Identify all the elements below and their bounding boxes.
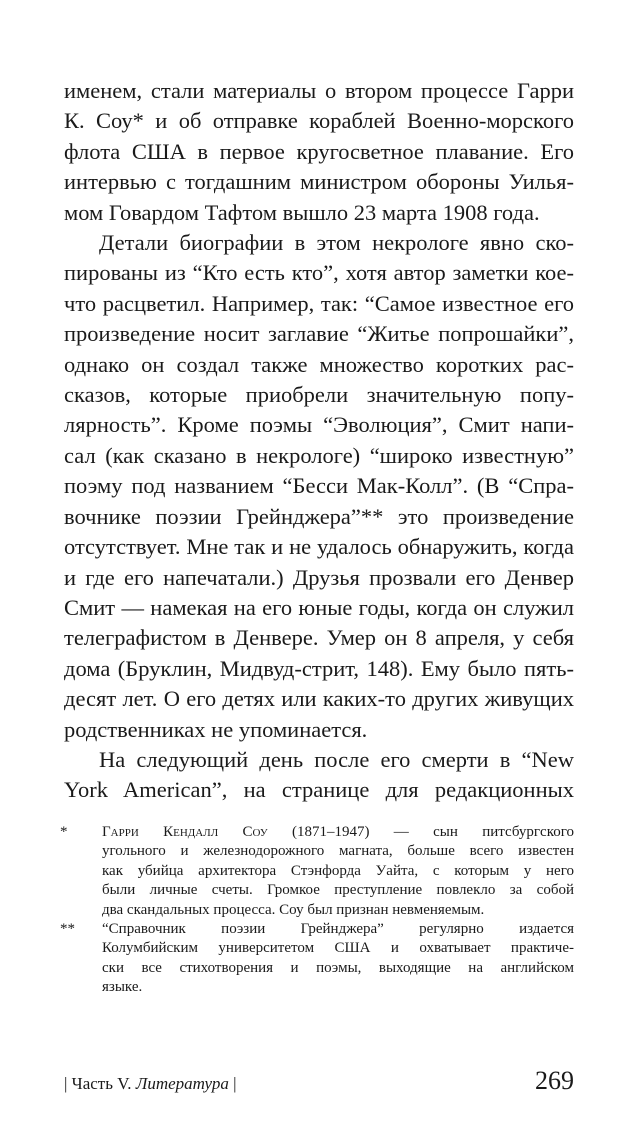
- footnote-mark: **: [60, 921, 75, 938]
- running-head-title: Литература: [135, 1074, 229, 1093]
- text-line: дома (Бруклин, Мидвуд-стрит, 148). Ему было пять-: [64, 655, 574, 681]
- text-line: флота США в первое кругосветное плавание. Его: [64, 138, 574, 164]
- text-line: однако он создал также множество коротких рас-: [64, 351, 574, 377]
- text-line: произведение носит заглавие “Житье попрошайки”,: [64, 321, 574, 347]
- footnote-line: как убийца архитектора Стэнфорда Уайта, с которым у него: [102, 862, 574, 879]
- page-footer: [64, 1065, 574, 1097]
- footnote: [60, 920, 574, 998]
- footnote-line: были личные счеты. Громкое преступление повлекло за собой: [102, 882, 574, 899]
- text-line: телеграфистом в Денвере. Умер он 8 апреля, у себя: [64, 625, 574, 651]
- text-line: К. Соу* и об отправке кораблей Военно-морского: [64, 108, 574, 134]
- text-line: интервью с тогдашним министром обороны Уилья-: [64, 169, 574, 195]
- text-line: лярность”. Кроме поэмы “Эволюция”, Смит напи-: [64, 412, 574, 438]
- footnote-line: “Справочник поэзии Грейнджера” регулярно издается: [102, 921, 574, 938]
- text-line: Детали биографии в этом некрологе явно ско-: [99, 230, 574, 256]
- text-line: родственниках не упоминается.: [64, 716, 368, 742]
- footnote-line: Колумбийским университетом США и охватывает практиче-: [102, 940, 574, 957]
- footnote-text: (1871–1947) — сын питсбургского: [267, 824, 575, 840]
- text-line: пированы из “Кто есть кто”, хотя автор заметки кое-: [64, 260, 574, 286]
- footnote-name: Гарри Кендалл Соу: [102, 824, 268, 840]
- footnote-line: угольного и железнодорожного магната, больше всего известен: [102, 843, 574, 860]
- text-line: сал (как сказано в некрологе) “широко известную”: [64, 442, 574, 468]
- text-line: вочнике поэзии Грейнджера”** это произведение: [64, 503, 574, 529]
- footnote-mark: *: [60, 824, 68, 840]
- text-line: что расцветил. Например, так: “Самое известное его: [64, 290, 574, 316]
- page-number: 269: [535, 1066, 574, 1095]
- footnote-line: языке.: [102, 979, 143, 996]
- running-head-suffix: |: [228, 1074, 237, 1093]
- footnote-line: два скандальных процесса. Соу был признан невменяемым.: [102, 901, 485, 918]
- footnotes: [60, 823, 575, 998]
- text-line: York American”, на странице для редакционных: [64, 777, 574, 803]
- text-line: Смит — намекая на его юные годы, когда он служил: [64, 594, 574, 620]
- running-head: [64, 1074, 236, 1094]
- main-text: [64, 76, 574, 806]
- text-line: мом Говардом Тафтом вышло 23 марта 1908 года.: [64, 199, 540, 225]
- footnote-line: [102, 823, 574, 842]
- text-line: поэму под названием “Бесси Мак-Колл”. (В “Спра-: [64, 473, 574, 499]
- text-line: десят лет. О его детях или каких-то других живущих: [64, 686, 574, 712]
- text-line: и где его напечатали.) Друзья прозвали его Денвер: [64, 564, 574, 590]
- footnote: [60, 823, 575, 920]
- text-line: На следующий день после его смерти в “New: [99, 746, 574, 772]
- text-line: отсутствует. Мне так и не удалось обнаружить, когда: [64, 534, 574, 560]
- footnote-line: ски все стихотворения и поэмы, выходящие на английском: [102, 959, 574, 976]
- text-line: именем, стали материалы о втором процессе Гарри: [64, 78, 574, 103]
- text-line: сказов, которые приобрели значительную попу-: [64, 382, 574, 408]
- running-head-prefix: | Часть V.: [64, 1074, 136, 1093]
